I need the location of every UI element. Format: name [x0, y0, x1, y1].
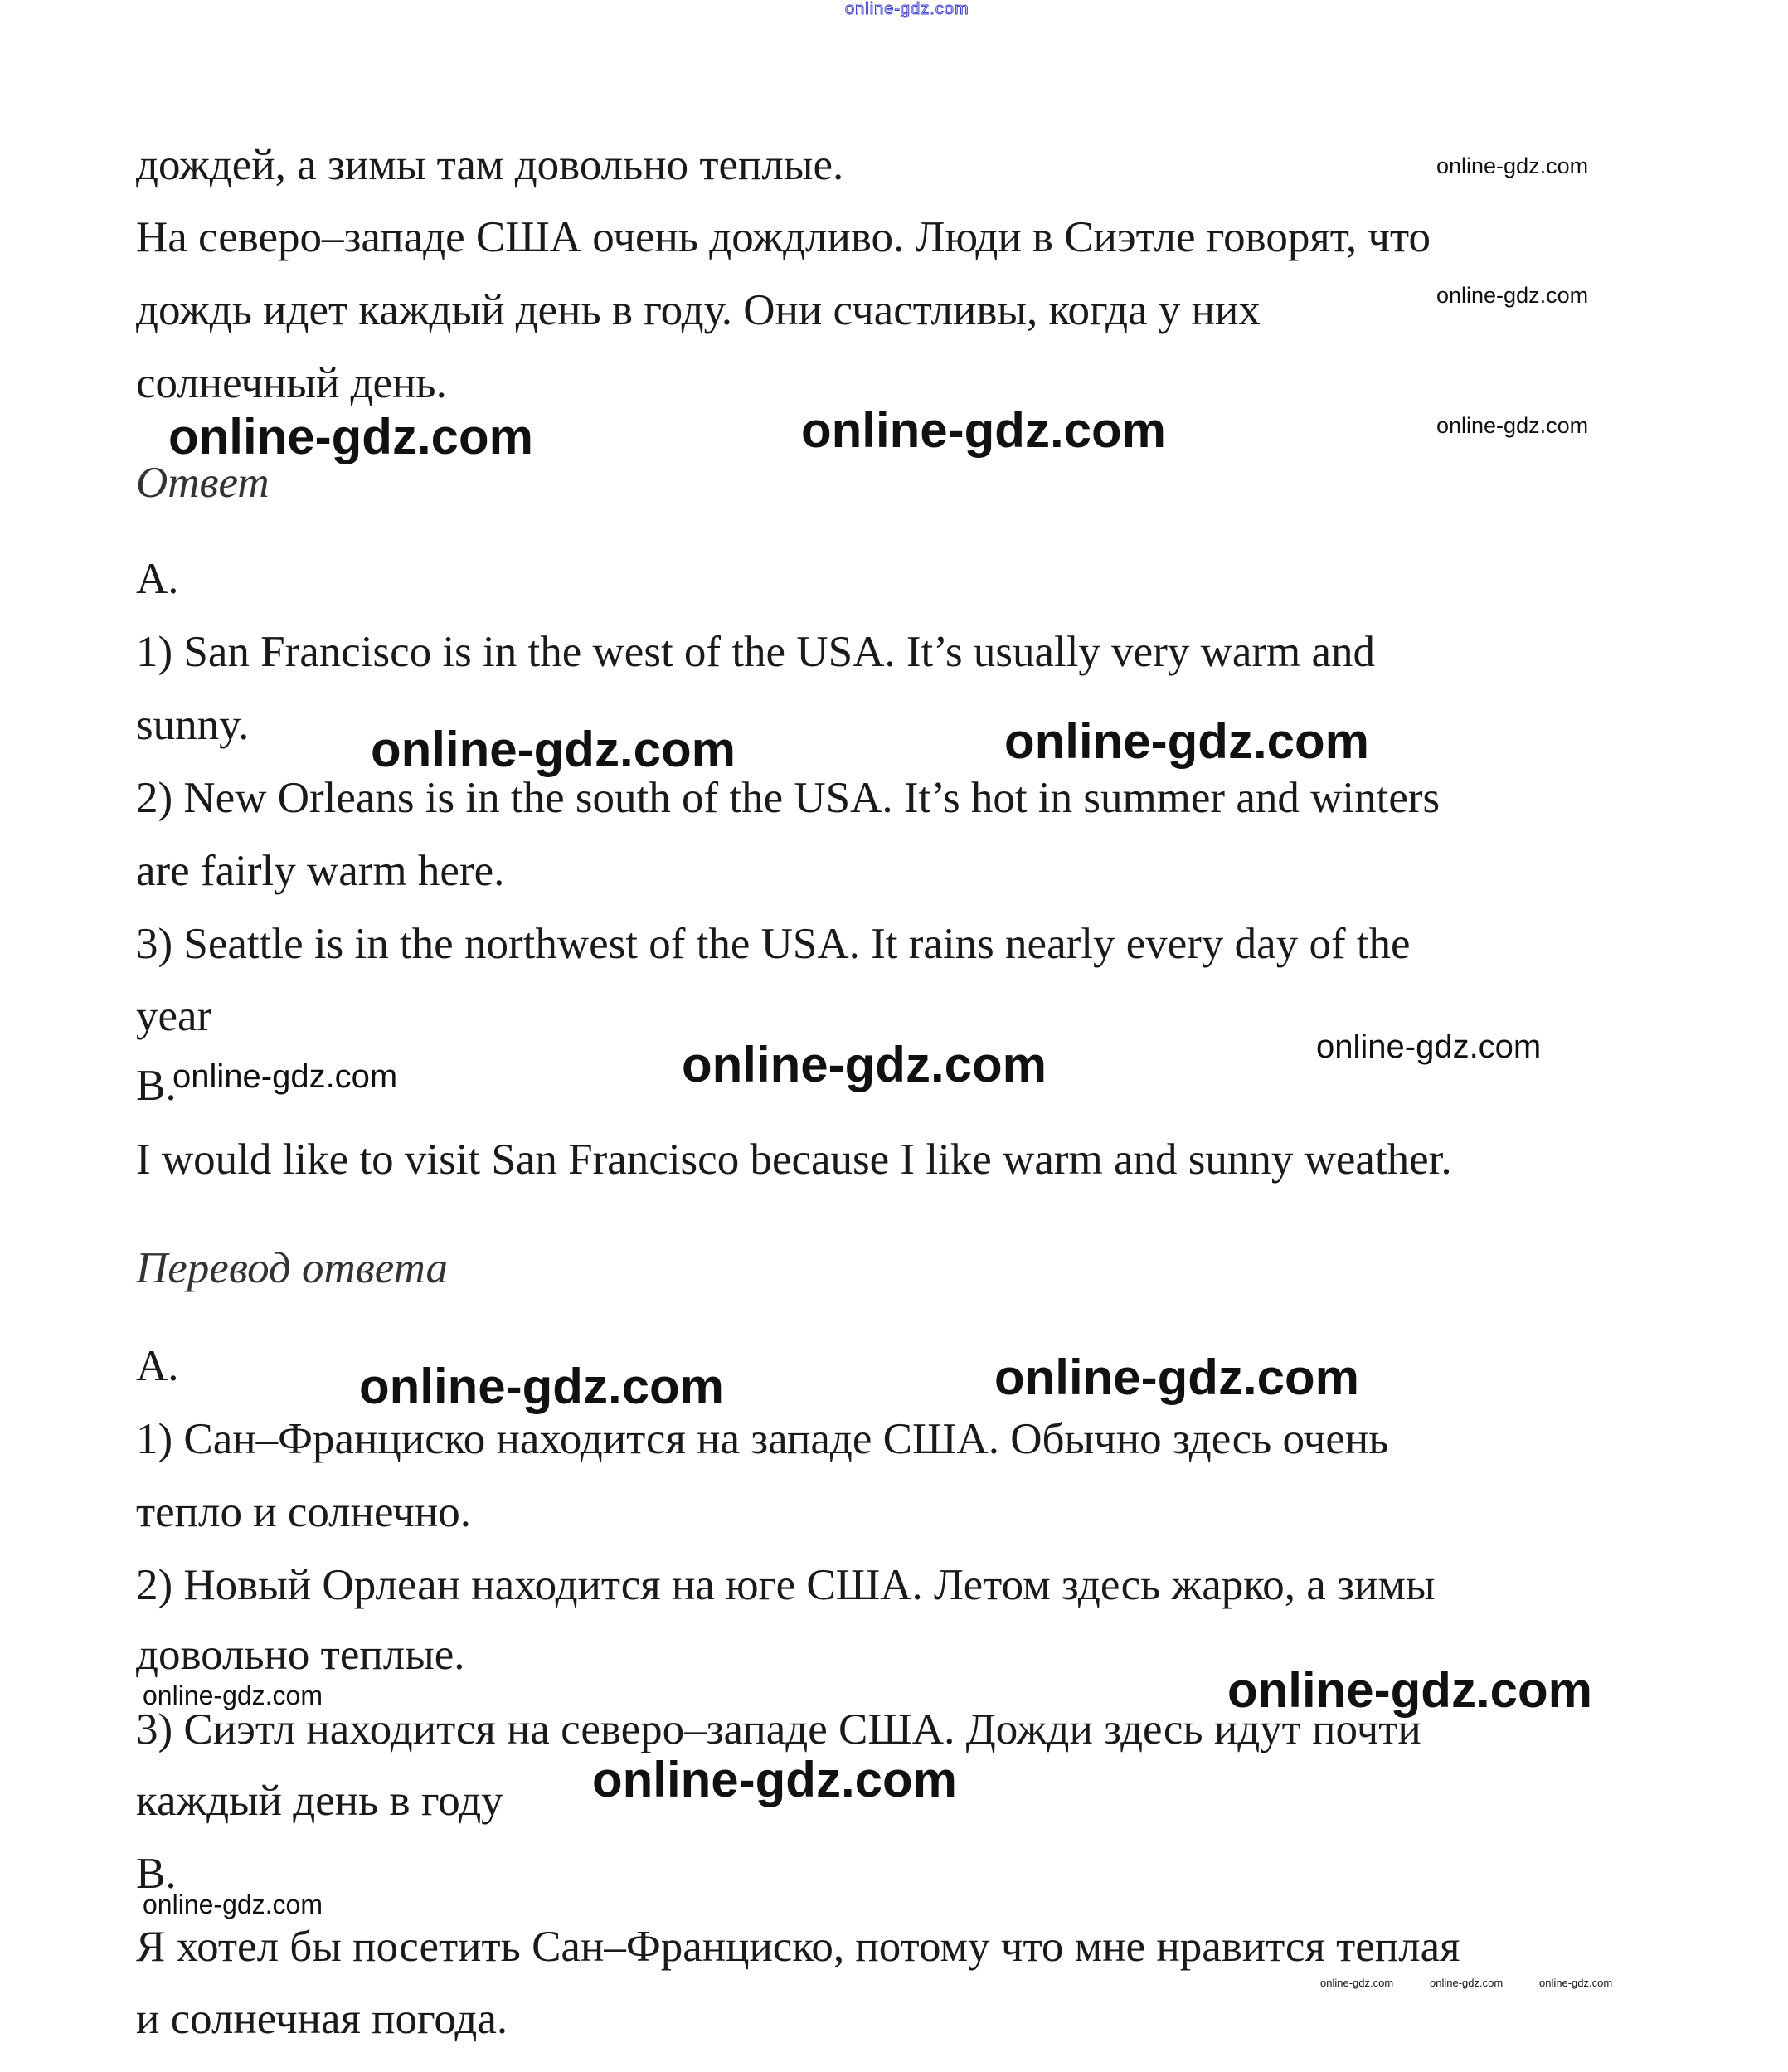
text-line: довольно теплые. — [136, 1631, 465, 1680]
text-line: I would like to visit San Francisco because I like warm and sunny weather. — [136, 1136, 1452, 1184]
text-line: A. — [136, 555, 179, 604]
watermark: online-gdz.com — [1430, 1977, 1504, 1990]
watermark: online-gdz.com — [1227, 1662, 1592, 1718]
text-line: дождей, а зимы там довольно теплые. — [136, 141, 844, 190]
watermark: online-gdz.com — [1436, 153, 1589, 178]
watermark: online-gdz.com — [172, 1058, 398, 1095]
text-line: sunny. — [136, 701, 250, 750]
watermark: online-gdz.com — [143, 1680, 323, 1710]
watermark: online-gdz.com — [168, 409, 533, 464]
text-line: B. — [136, 1062, 177, 1111]
text-line: 3) Сиэтл находится на северо–западе США. Дожди здесь идут почти — [136, 1705, 1421, 1754]
watermark: online-gdz.com — [1004, 713, 1369, 769]
watermark: online-gdz.com — [371, 722, 736, 777]
text-line: are fairly warm here. — [136, 847, 505, 896]
text-line: 2) Новый Орлеан находится на юге США. Летом здесь жарко, а зимы — [136, 1561, 1436, 1610]
top-watermark: online-gdz.com — [845, 0, 969, 18]
text-line: и солнечная погода. — [136, 1995, 508, 2044]
watermark: online-gdz.com — [1436, 412, 1589, 438]
text-line: 2) New Orleans is in the south of the USA. It’s hot in summer and winters — [136, 774, 1441, 823]
text-line: B. — [136, 1850, 177, 1899]
text-line: солнечный день. — [136, 359, 447, 408]
text-line: 1) San Francisco is in the west of the USA. It’s usually very warm and — [136, 628, 1376, 677]
text-line: A. — [136, 1342, 179, 1391]
watermark: online-gdz.com — [994, 1350, 1359, 1405]
text-line: На северо–западе США очень дождливо. Люди в Сиэтле говорят, что — [136, 213, 1431, 262]
watermark: online-gdz.com — [592, 1752, 957, 1807]
watermark: online-gdz.com — [1539, 1977, 1613, 1990]
watermark: online-gdz.com — [143, 1889, 323, 1919]
watermark: online-gdz.com — [801, 402, 1166, 458]
text-line: каждый день в году — [136, 1777, 503, 1826]
text-line: 1) Сан–Франциско находится на западе США. Обычно здесь очень — [136, 1415, 1389, 1464]
watermark: online-gdz.com — [682, 1037, 1047, 1092]
watermark: online-gdz.com — [1316, 1029, 1542, 1065]
watermark: online-gdz.com — [1320, 1977, 1394, 1990]
answer-heading: Ответ — [136, 459, 270, 508]
text-line: year — [136, 992, 212, 1041]
watermark: online-gdz.com — [359, 1359, 724, 1414]
watermark: online-gdz.com — [1436, 282, 1589, 308]
text-line: дождь идет каждый день в году. Они счастливы, когда у них — [136, 286, 1261, 335]
text-line: тепло и солнечно. — [136, 1488, 471, 1537]
text-line: 3) Seattle is in the northwest of the USA. It rains nearly every day of the — [136, 920, 1411, 969]
translation-heading: Перевод ответа — [136, 1244, 449, 1293]
text-line: Я хотел бы посетить Сан–Франциско, потому что мне нравится теплая — [136, 1923, 1460, 1972]
